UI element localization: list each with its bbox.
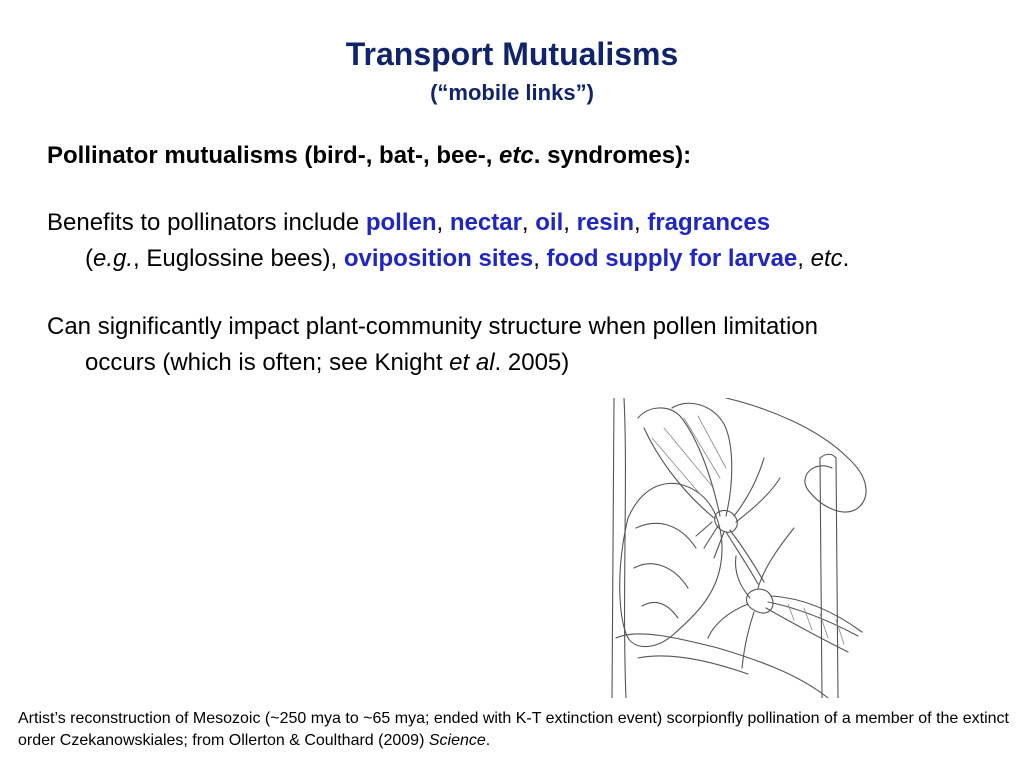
heading-main: Pollinator mutualisms (bird-, bat-, bee-, — [47, 142, 500, 169]
capsule-detail — [636, 523, 696, 548]
et-al-text: et al — [449, 349, 495, 376]
eg-text: e.g. — [93, 245, 134, 272]
insect-wing — [766, 608, 848, 652]
etc-text: etc — [810, 245, 843, 272]
insect-wing — [768, 602, 858, 636]
benefit-fragrances: fragrances — [647, 209, 771, 236]
insect-antenna — [734, 458, 764, 516]
seed-capsule — [620, 483, 722, 646]
benefit-resin: resin — [576, 209, 634, 236]
impact-line2a: occurs (which is often; see Knight — [85, 349, 450, 376]
separator: , — [521, 209, 536, 236]
separator: , — [633, 209, 648, 236]
insect-wing — [772, 596, 862, 632]
insect-leg — [708, 604, 748, 638]
caption-text: Artist’s reconstruction of Mesozoic (~250 mya to ~65 mya; ended with K-T extinction event) scorpionfly pollination of a member of the extinct order Czekanowskiales; from Ollerton & Coulthard (2009) — [18, 710, 1009, 749]
separator: , — [797, 245, 811, 272]
insect-antenna — [758, 528, 794, 588]
slide-subtitle: (“mobile links”) — [430, 80, 594, 105]
capsule-detail — [634, 564, 688, 588]
capsule-lower — [638, 656, 748, 674]
insect-abdomen — [736, 556, 750, 598]
pollinator-heading — [47, 138, 987, 174]
benefits-continuation — [47, 241, 987, 277]
benefit-oil: oil — [535, 209, 564, 236]
stem-line — [612, 398, 614, 698]
capsule-detail — [642, 602, 678, 618]
stem-line — [820, 458, 822, 698]
wing-veins — [652, 416, 726, 494]
caption-end: . — [485, 732, 491, 749]
benefits-prefix: Benefits to pollinators include — [47, 209, 366, 236]
benefit-oviposition: oviposition sites — [343, 245, 534, 272]
separator: , — [563, 209, 577, 236]
slide-title: Transport Mutualisms — [345, 36, 679, 72]
impact-line1: Can significantly impact plant-community structure when pollen limitation — [47, 313, 818, 340]
insect-abdomen — [726, 532, 758, 584]
impact-line2b: . 2005) — [494, 349, 570, 376]
scorpionfly-illustration — [608, 398, 880, 698]
impact-paragraph — [47, 309, 987, 381]
insect-antenna — [736, 478, 780, 522]
leaf-outline — [726, 398, 866, 512]
open-paren: ( — [85, 245, 93, 272]
benefit-food-supply: food supply for larvae — [546, 245, 798, 272]
caption-journal: Science — [428, 732, 486, 749]
separator: , — [436, 209, 450, 236]
insect-wing — [638, 408, 720, 516]
stem-line — [836, 458, 838, 698]
benefit-nectar: nectar — [449, 209, 522, 236]
figure-caption — [18, 708, 1018, 752]
impact-continuation — [47, 345, 987, 381]
period: . — [842, 245, 850, 272]
benefit-pollen: pollen — [365, 209, 437, 236]
heading-etc: etc — [499, 142, 534, 169]
separator: , — [533, 245, 547, 272]
benefits-paragraph — [47, 205, 987, 277]
insect-abdomen — [730, 530, 764, 582]
heading-end: . syndromes): — [533, 142, 692, 169]
insect-wing — [672, 403, 732, 516]
stem-line — [624, 398, 626, 698]
euglossine-text: , Euglossine bees), — [133, 245, 344, 272]
stem-line — [820, 454, 836, 458]
